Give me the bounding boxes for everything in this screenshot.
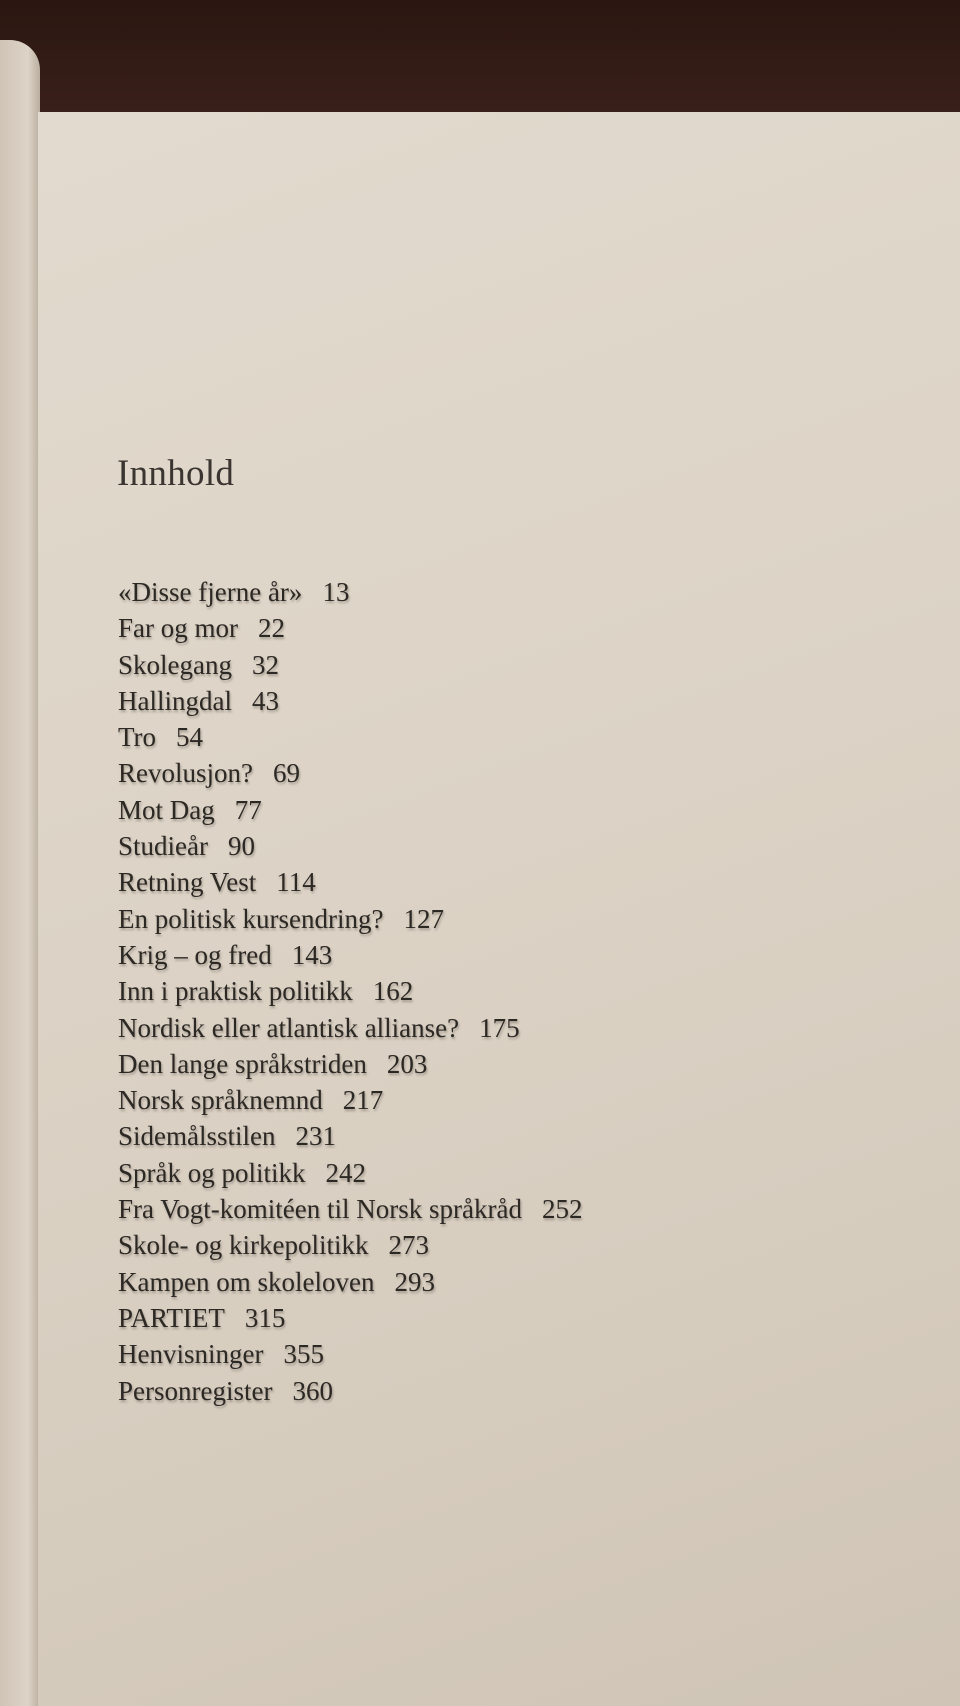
toc-entry-label: «Disse fjerne år» <box>118 577 303 607</box>
toc-entry-label: Far og mor <box>118 613 238 644</box>
toc-entry <box>118 755 582 791</box>
toc-entry <box>118 610 582 646</box>
toc-entry-label: Retning Vest <box>118 867 257 898</box>
toc-entry <box>118 1264 582 1300</box>
toc-entry <box>118 828 582 864</box>
toc-entry-page: 242 <box>325 1157 366 1188</box>
toc-entry-page: 77 <box>234 794 262 825</box>
toc-entry-label: Nordisk eller atlantisk allianse? <box>118 1012 460 1043</box>
toc-entry-label: Mot Dag <box>118 794 215 825</box>
toc-entry-page: 203 <box>386 1048 428 1079</box>
toc-entry-page: 355 <box>283 1339 324 1370</box>
toc-entry-label: Kampen om skoleloven <box>118 1266 375 1297</box>
toc-entry <box>118 973 582 1009</box>
toc-entry-page: 13 <box>322 577 350 607</box>
toc-entry-label: Fra Vogt-komitéen til Norsk språkråd <box>118 1194 522 1225</box>
toc-entry-page: 231 <box>295 1121 336 1152</box>
toc-entry-label: Norsk språknemnd <box>118 1085 323 1116</box>
toc-entry <box>118 1118 582 1154</box>
toc-entry-page: 360 <box>292 1375 333 1406</box>
toc-entry-label: Tro <box>118 722 157 753</box>
toc-entry-page: 252 <box>541 1194 583 1225</box>
toc-entry-page: 127 <box>403 903 444 934</box>
toc-entry <box>118 1046 582 1082</box>
toc-entry-page: 43 <box>251 685 279 716</box>
toc-entry-page: 315 <box>244 1302 286 1333</box>
toc-entry-label: Hallingdal <box>118 685 232 716</box>
toc-entry-page: 69 <box>273 758 300 789</box>
toc-entry-page: 114 <box>276 867 316 898</box>
toc-entry-label: Studieår <box>118 831 208 862</box>
toc-entry <box>118 1373 582 1409</box>
toc-entry-label: En politisk kursendring? <box>118 903 384 934</box>
toc-entry-page: 22 <box>257 613 285 644</box>
toc-entry <box>118 864 582 900</box>
toc-entry-label: Inn i praktisk politikk <box>118 976 353 1007</box>
toc-entry-page: 143 <box>291 939 333 970</box>
toc-entry-label: Skolegang <box>118 649 232 680</box>
toc-entry-label: Personregister <box>118 1375 273 1406</box>
left-page-edge <box>0 40 40 1706</box>
toc-entry-label: Krig – og fred <box>118 939 272 970</box>
toc-entry-label: PARTIET <box>118 1302 225 1333</box>
toc-entry-label: Språk og politikk <box>118 1157 306 1188</box>
toc-entry-label: Skole- og kirkepolitikk <box>118 1230 369 1261</box>
toc-entry-page: 293 <box>394 1266 435 1297</box>
dark-background <box>0 0 960 118</box>
toc-entry <box>118 1155 582 1191</box>
toc-entry <box>118 937 582 973</box>
toc-entry-page: 54 <box>176 722 204 753</box>
toc-entry <box>118 792 582 828</box>
table-of-contents <box>118 574 582 1409</box>
page-title: Innhold <box>117 453 235 494</box>
toc-entry <box>118 719 582 755</box>
toc-entry <box>118 1010 582 1046</box>
toc-entry <box>118 1300 582 1336</box>
toc-entry <box>118 901 582 937</box>
toc-entry-label: Revolusjon? <box>118 758 253 789</box>
toc-entry-label: Den lange språkstriden <box>118 1048 367 1079</box>
toc-entry-label: Sidemålsstilen <box>118 1121 276 1152</box>
toc-entry-page: 162 <box>372 976 414 1007</box>
toc-entry <box>118 574 582 610</box>
toc-entry-page: 217 <box>342 1085 384 1116</box>
toc-entry-page: 175 <box>479 1012 520 1043</box>
toc-entry <box>118 1336 582 1372</box>
toc-entry <box>118 1227 582 1263</box>
toc-entry <box>118 647 582 683</box>
toc-entry <box>118 1191 582 1227</box>
toc-entry <box>118 683 582 719</box>
toc-entry-page: 90 <box>227 831 255 862</box>
toc-entry-page: 273 <box>388 1230 429 1261</box>
toc-entry-page: 32 <box>252 649 279 680</box>
toc-entry-label: Henvisninger <box>118 1339 264 1370</box>
toc-entry <box>118 1082 582 1118</box>
